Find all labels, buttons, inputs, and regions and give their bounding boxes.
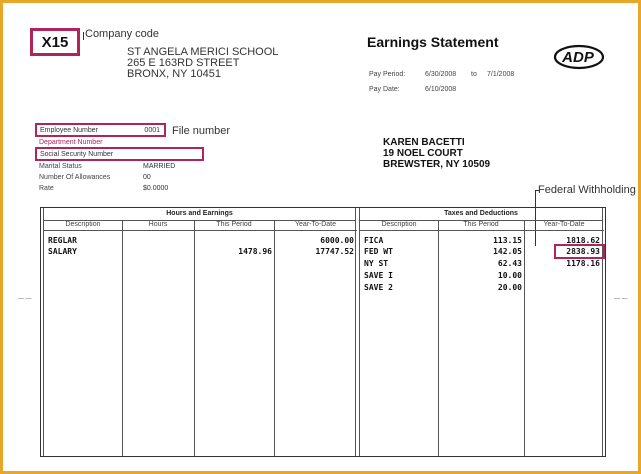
earnings-row-description: SALARY <box>48 247 77 256</box>
deductions-row-description: NY ST <box>364 259 389 268</box>
earnings-row-description: REGLAR <box>48 236 77 245</box>
earnings-header-ytd: Year-To-Date <box>274 221 357 231</box>
deductions-row-description: FED WT <box>364 247 393 256</box>
adp-logo-icon <box>552 44 604 70</box>
deductions-row-ytd: 2838.93 <box>566 247 600 256</box>
deductions-title: Taxes and Deductions <box>360 210 602 221</box>
deductions-divider <box>438 221 439 456</box>
recipient-street: 19 NOEL COURT <box>383 148 463 159</box>
company-code-leader <box>83 32 84 40</box>
recipient-name: KAREN BACETTI <box>383 137 465 148</box>
company-street: 265 E 163RD STREET <box>127 57 240 69</box>
ssn-box <box>35 147 204 161</box>
right-fold-mark: — — <box>614 296 628 302</box>
statement-table <box>40 207 606 457</box>
deductions-row-this-period: 20.00 <box>497 283 522 292</box>
earnings-row-ytd: 17747.52 <box>315 247 354 256</box>
earnings-row-ytd: 6000.00 <box>320 236 354 245</box>
deductions-header-ytd: Year-To-Date <box>524 221 604 231</box>
company-city: BRONX, NY 10451 <box>127 68 221 80</box>
recipient-address <box>383 137 490 170</box>
employee-number-label: Employee Number <box>40 126 98 134</box>
deductions-row-this-period: 62.43 <box>497 259 522 268</box>
federal-withholding-leader-tick <box>535 190 540 191</box>
pay-date: 6/10/2008 <box>425 86 457 93</box>
earnings-table <box>43 208 356 456</box>
deductions-row-this-period: 113.15 <box>493 236 522 245</box>
deductions-row-this-period: 142.05 <box>493 247 522 256</box>
deductions-header-description: Description <box>360 221 438 231</box>
pay-period-start: 6/30/2008 <box>425 71 457 78</box>
rate-value: $0.0000 <box>143 185 169 192</box>
earnings-row-this-period: 1478.96 <box>238 247 272 256</box>
deductions-header-this-period: This Period <box>438 221 524 231</box>
deductions-divider <box>524 221 525 456</box>
file-number-callout: File number <box>172 125 231 137</box>
company-address <box>127 47 278 80</box>
recipient-city: BREWSTER, NY 10509 <box>383 159 491 170</box>
pay-period-label: Pay Period: <box>369 71 406 78</box>
earnings-title: Hours and Earnings <box>44 210 355 221</box>
deductions-row-description: FICA <box>364 236 384 245</box>
allowances-label: Number Of Allowances <box>39 174 111 181</box>
deductions-row-this-period: 10.00 <box>497 271 522 280</box>
earnings-divider <box>194 221 195 456</box>
pay-period-end: 7/1/2008 <box>487 71 515 78</box>
deductions-row-description: SAVE I <box>364 271 393 280</box>
earnings-header-description: Description <box>44 221 122 231</box>
company-code-callout: Company code <box>85 28 159 40</box>
federal-withholding-highlight <box>554 244 605 259</box>
deductions-row-ytd: 1818.62 <box>566 236 600 245</box>
rate-label: Rate <box>39 185 54 192</box>
earnings-header-hours: Hours <box>122 221 194 231</box>
employee-number-box <box>35 123 166 137</box>
marital-status-value: MARRIED <box>143 163 176 170</box>
earnings-divider <box>122 221 123 456</box>
earnings-divider <box>274 221 275 456</box>
deductions-row-ytd: 1178.16 <box>566 259 600 268</box>
pay-period-to: to <box>471 71 477 78</box>
adp-logo-text: ADP <box>562 49 594 66</box>
company-code-box <box>30 28 80 56</box>
earnings-header-this-period: This Period <box>194 221 274 231</box>
allowances-value: 00 <box>143 174 151 181</box>
federal-withholding-callout: Federal Withholding <box>538 184 636 196</box>
pay-date-label: Pay Date: <box>369 86 400 93</box>
employee-number-value: 0001 <box>144 126 160 134</box>
company-code: X15 <box>41 33 69 51</box>
deductions-row-description: SAVE 2 <box>364 283 393 292</box>
ssn-label: Social Security Number <box>40 150 114 158</box>
company-name: ST ANGELA MERICI SCHOOL <box>127 46 279 58</box>
statement-title: Earnings Statement <box>367 34 499 50</box>
department-number-label: Department Number <box>39 139 103 146</box>
marital-status-label: Marital Status <box>39 163 82 170</box>
left-fold-mark: — — <box>18 296 32 302</box>
